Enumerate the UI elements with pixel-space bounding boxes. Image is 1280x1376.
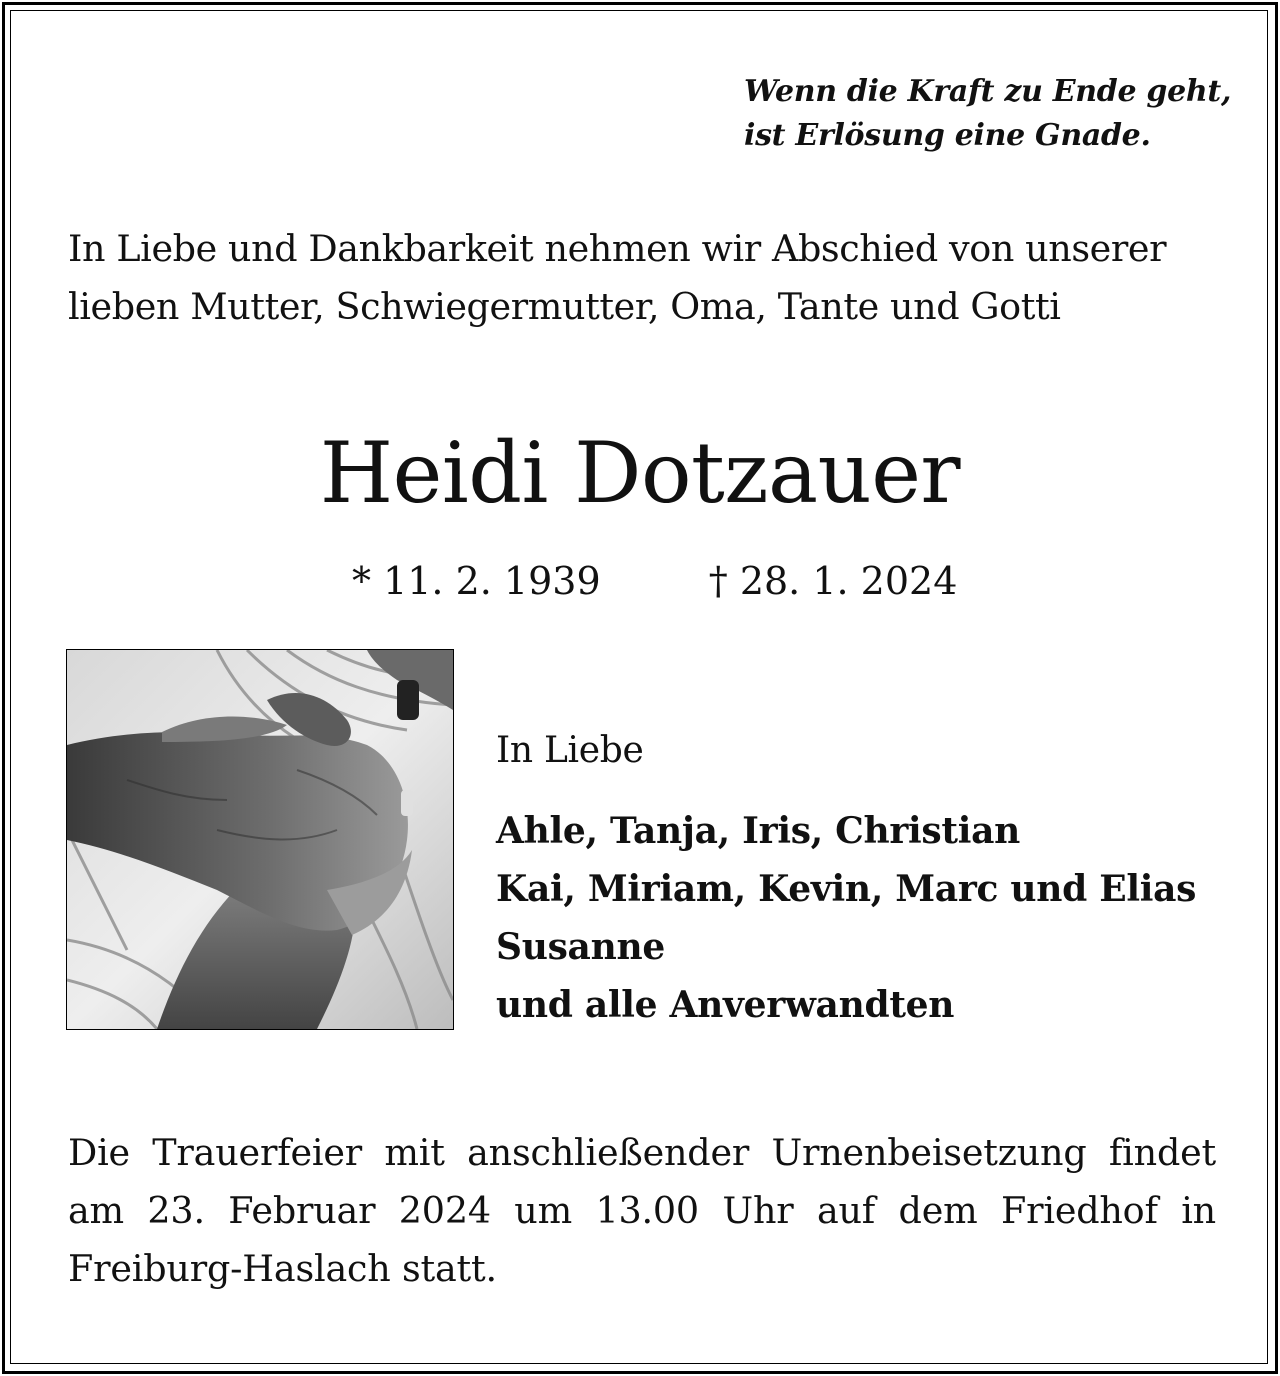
motto-line-2: ist Erlösung eine Gnade. — [744, 118, 1151, 153]
mourners-block — [496, 722, 1196, 1034]
mourners-line: Susanne — [496, 926, 665, 968]
funeral-line-2: am 23. Februar 2024 um 13.00 Uhr auf dem Friedhof in — [68, 1189, 1216, 1232]
holding-hands-photo — [66, 649, 454, 1030]
funeral-line-3: Freiburg-Haslach statt. — [68, 1247, 497, 1290]
death-date: † 28. 1. 2024 — [708, 559, 958, 603]
birth-date: * 11. 2. 1939 — [352, 559, 601, 603]
intro-line-2: lieben Mutter, Schwiegermutter, Oma, Tante und Gotti — [68, 285, 1061, 328]
mourners-line: Kai, Miriam, Kevin, Marc und Elias — [496, 868, 1197, 910]
mourners-line: Ahle, Tanja, Iris, Christian — [496, 810, 1020, 852]
mourners-line: und alle Anverwandten — [496, 984, 955, 1026]
intro-line-1: In Liebe und Dankbarkeit nehmen wir Abschied von unserer — [68, 227, 1167, 270]
life-dates — [352, 554, 957, 608]
motto-quote — [744, 70, 1231, 158]
funeral-line-1: Die Trauerfeier mit anschließender Urnenbeisetzung findet — [68, 1131, 1216, 1174]
intro-text — [68, 220, 1228, 336]
funeral-details — [68, 1124, 1216, 1298]
mourners-heading: In Liebe — [496, 730, 644, 771]
motto-line-1: Wenn die Kraft zu Ende geht, — [744, 74, 1232, 109]
deceased-name: Heidi Dotzauer — [319, 424, 961, 522]
